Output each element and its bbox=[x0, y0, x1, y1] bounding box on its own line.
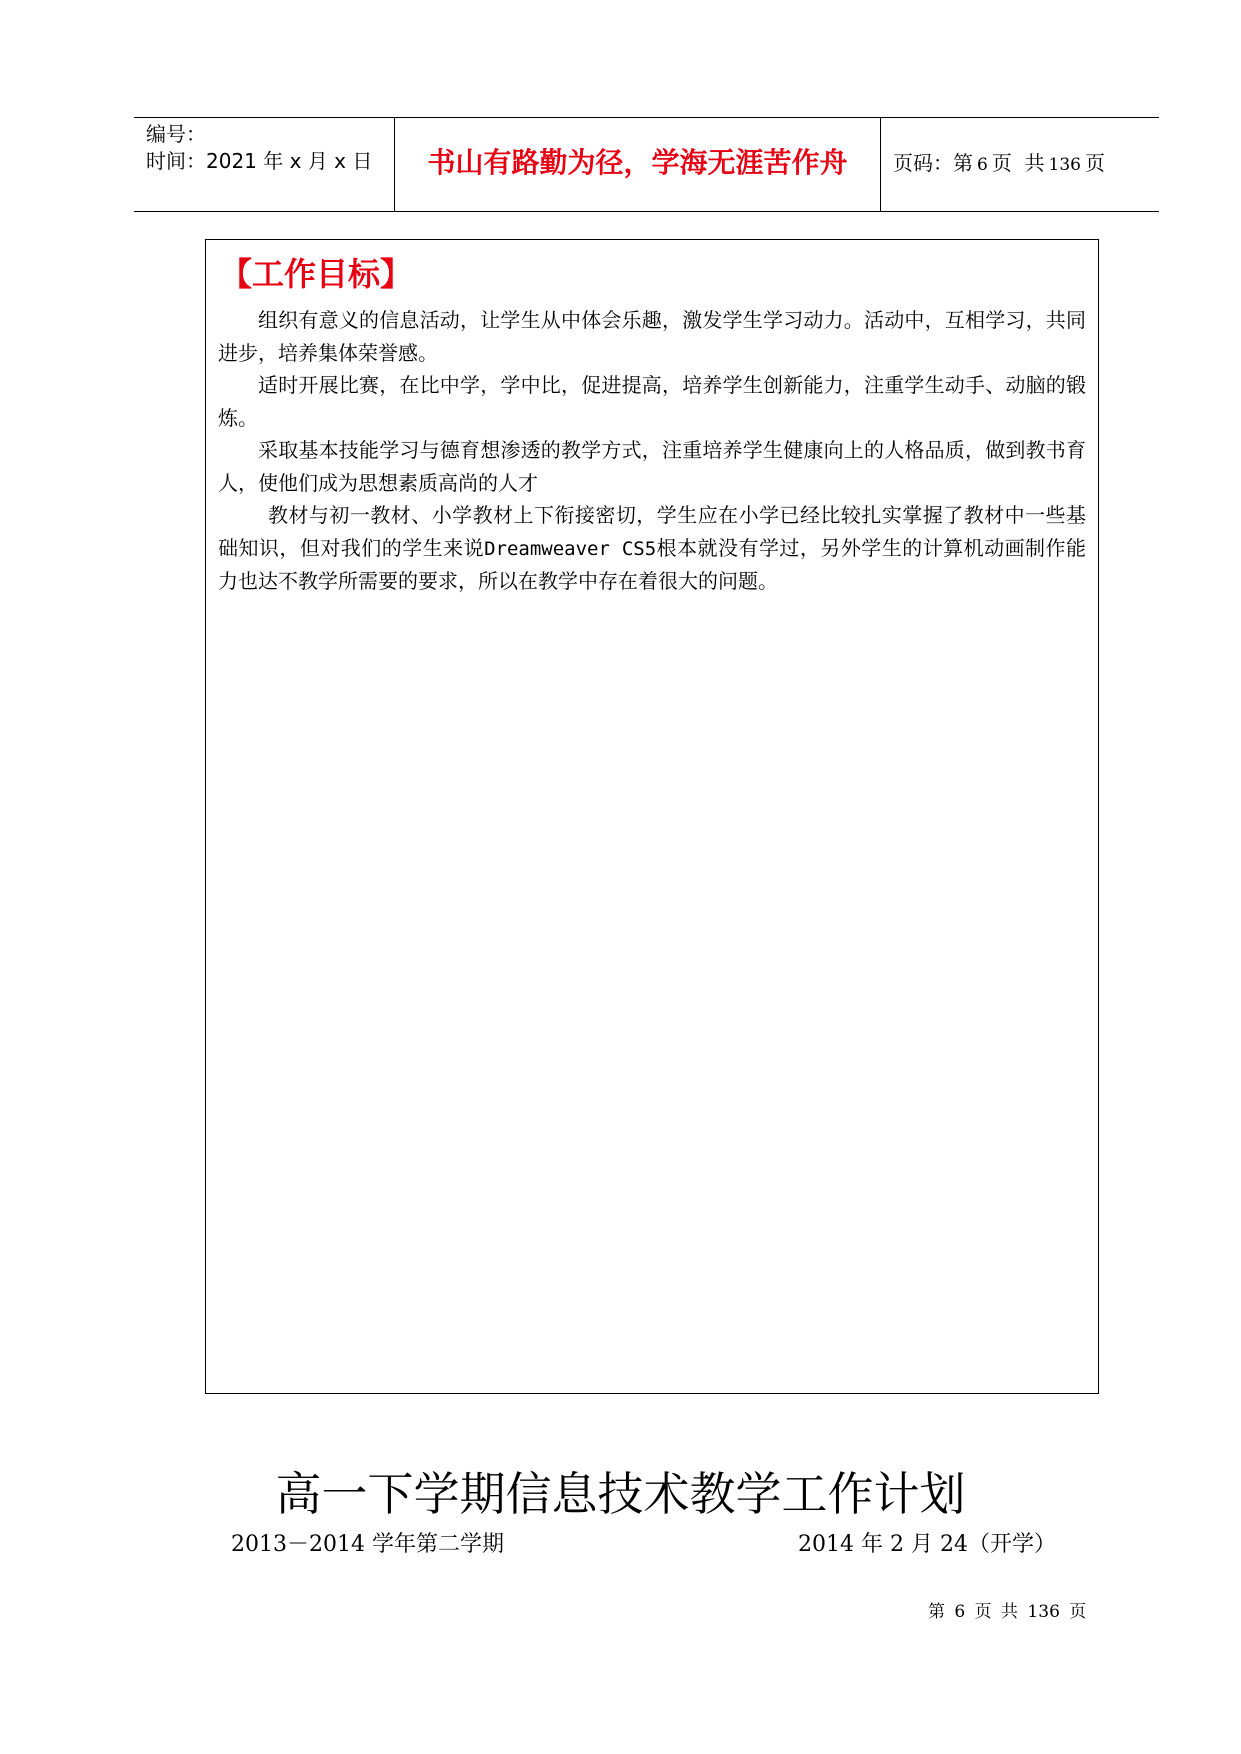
header-number-label: 编号： bbox=[146, 122, 206, 146]
document-date: 2014 年 2 月 24（开学） bbox=[798, 1532, 1056, 1557]
header-page-total: 136 bbox=[1048, 155, 1081, 175]
work-goals-heading: 【工作目标】 bbox=[220, 255, 413, 293]
header-page-prefix: 页码：第 bbox=[893, 151, 973, 175]
header-page-suffix: 页 bbox=[1085, 151, 1105, 175]
header-divider-left bbox=[394, 117, 395, 211]
paragraph-3: 采取基本技能学习与德育想渗透的教学方式，注重培养学生健康向上的人格品质，做到教书育人，使他们成为思想素质高尚的人才 bbox=[218, 438, 1086, 495]
page-footer: 第 6 页 共 136 页 bbox=[928, 1602, 1087, 1622]
paragraph-2: 适时开展比赛，在比中学，学中比，促进提高，培养学生创新能力，注重学生动手、动脑的锻炼。 bbox=[218, 373, 1086, 430]
header-top-border bbox=[134, 117, 1159, 118]
work-goals-content bbox=[218, 304, 1086, 598]
document-term: 2013－2014 学年第二学期 bbox=[231, 1532, 504, 1557]
header-divider-right bbox=[880, 117, 881, 211]
paragraph-4-software: Dreamweaver CS5 bbox=[484, 537, 657, 560]
header-page-current: 6 bbox=[977, 155, 988, 175]
paragraph-4-before: 教材与初一教材、小学教材上下衔接密切，学生应在小学已经比较扎实掌握了教材中一些基础知识，但对我们的学生来说 bbox=[218, 503, 1086, 560]
document-title: 高一下学期信息技术教学工作计划 bbox=[275, 1467, 966, 1521]
header-motto: 书山有路勤为径，学海无涯苦作舟 bbox=[427, 146, 848, 179]
paragraph-4 bbox=[218, 499, 1086, 598]
paragraph-4-after: 根本就没有学过，另外学生的计算机动画制作能力也达不教学所需要的要求，所以在教学中存在着很大的问题。 bbox=[218, 535, 1086, 593]
header-page-info bbox=[893, 150, 1105, 178]
header-time-label: 时间：2021 年 x 月 x 日 bbox=[146, 149, 373, 173]
header-page-mid: 页 共 bbox=[991, 151, 1045, 175]
paragraph-1: 组织有意义的信息活动，让学生从中体会乐趣，激发学生学习动力。活动中，互相学习，共同进步，培养集体荣誉感。 bbox=[218, 308, 1086, 365]
header-bottom-border bbox=[134, 211, 1159, 212]
